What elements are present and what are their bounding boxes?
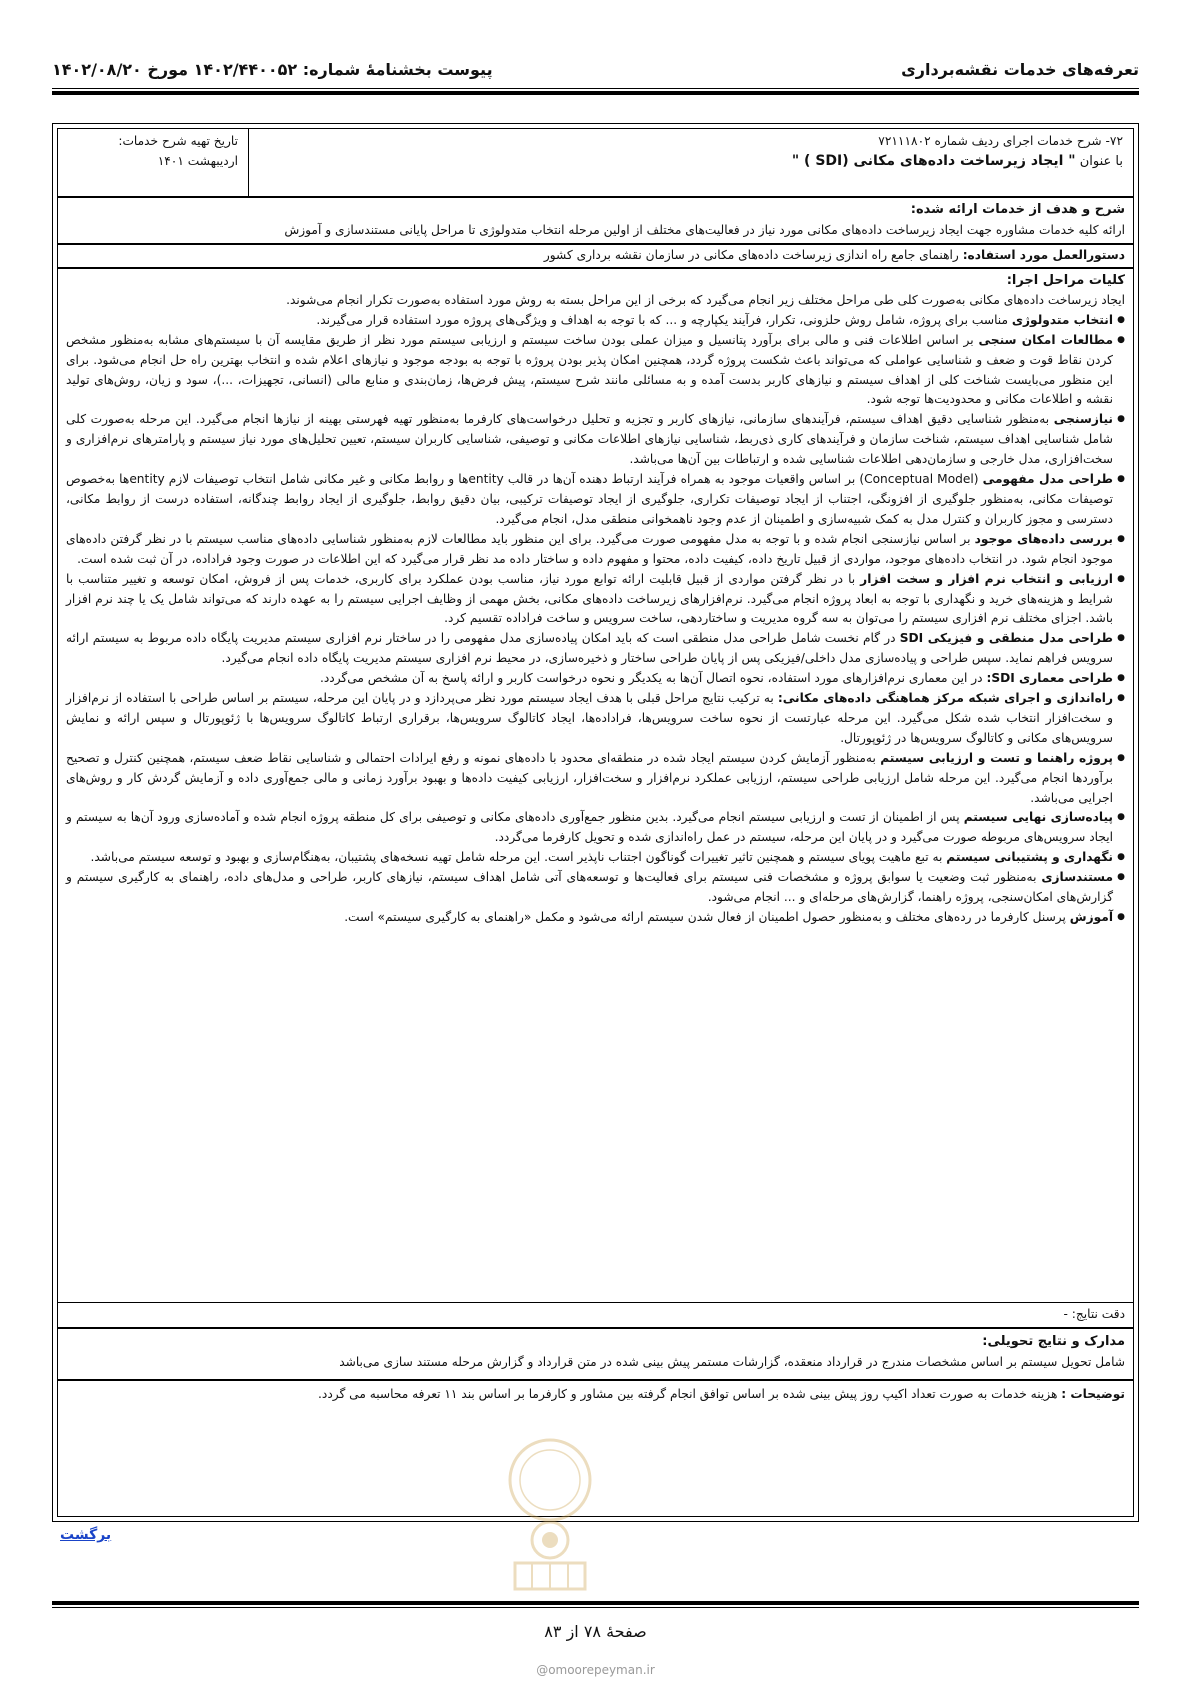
stage-item xyxy=(66,749,1125,809)
stage-item-title: طراحی مدل مفهومی xyxy=(982,472,1114,487)
date-value: اردیبهشت ۱۴۰۱ xyxy=(157,154,238,168)
stage-item-title: پیاده‌سازی نهایی سیستم xyxy=(963,810,1114,825)
stage-item-text: بر اساس نیازسنجی انجام شده و با توجه به مدل مفهومی صورت می‌گیرد. برای این منظور باید مطالعات لازم به‌منظور شناسایی داده‌های مناسب سیستم با در نظر گرفتن داده‌های موجود انجام شود. در انتخاب داده‌های موجود، مواردی از قبیل تاریخ داده، کیفیت داده، محتوا و مفهوم داده و ساختار داده مد نظر قرار می‌گیرد که این اطلاعات در صورت وجود فراداده، در آن ثبت شده است. xyxy=(66,531,1113,566)
header-rule-thin xyxy=(52,88,1139,89)
stage-item-text: به تبع ماهیت پویای سیستم و همچنین تاثیر تغییرات گوناگون اجتناب ناپذیر است. این مرحله شامل تهیه نسخه‌های پشتیبان، به‌هنگام‌سازی و بهبود و توسعه سیستم می‌باشد. xyxy=(90,850,947,865)
stage-item-title: آموزش xyxy=(1069,910,1113,924)
notes-section xyxy=(58,1384,1133,1404)
service-title-prefix: با عنوان xyxy=(1075,154,1123,169)
footer-rule-thin xyxy=(52,1607,1139,1608)
stage-item-title: مطالعات امکان سنجی xyxy=(978,332,1114,347)
rule-after-accuracy xyxy=(58,1327,1133,1329)
stage-item-text: مناسب برای پروژه، شامل روش حلزونی، تکرار، فرآیند یکپارچه و ... که با توجه به اهداف و ویژگی‌های پروژه مورد استفاده قرار می‌گیرند. xyxy=(316,312,1012,327)
stages-list xyxy=(66,311,1125,928)
stage-item xyxy=(66,908,1125,928)
deliverables-text: شامل تحویل سیستم بر اساس مشخصات مندرج در قرارداد منعقده، گزارشات مستمر پیش بینی شده در متن قرارداد و گزارش مرحله مستند سازی می‌باشد xyxy=(339,1355,1125,1369)
stages-section xyxy=(58,271,1133,928)
footer-rule-thick xyxy=(52,1601,1139,1605)
stage-item xyxy=(66,311,1125,331)
stage-item-title: نگهداری و پشتیبانی سیستم xyxy=(946,850,1113,865)
stage-item-title: طراحی مدل منطقی و فیزیکی SDI xyxy=(899,631,1113,646)
stage-item-text: (Conceptual Model) بر اساس واقعیات موجود به همراه فرآیند ارتباط دهنده آن‌ها در قالب entityها و روابط مکانی و غیر مکانی شامل انتخاب توصیفات لازم entityها به‌خصوص توصیفات مکانی، به‌منظور جلوگیری از افزونگی، اجتناب از ایجاد توصیفات تکراری، جلوگیری از ایجاد توصیفات ترکیبی، بیان دقیق روابط، جلوگیری از ایجاد روابط چندگانه، استفاده درست از روابط مکانی، دسترسی و مجوز کاربران و کنترل مدل به کمک شبیه‌سازی و اطمینان از عدم وجود ناهمخوانی منطقی مدل، انجام می‌گیرد. xyxy=(66,472,1113,526)
stage-item-text: بر اساس اطلاعات فنی و مالی برای برآورد پتانسیل و میزان عملی بودن ساخت سیستم و ارزیابی سیستم مورد نظر از طریق مقایسه آن با سیستم‌های مشابه به‌منظور مشخص کردن نقاط قوت و ضعف و شناسایی عواملی که می‌تواند باعث شکست پروژه گردد، همچنین امکان پذیر بودن پروژه با توجه به بودجه موجود و نیازهای اعلام شده و انتخاب بهترین راه حل انجام می‌شود. برای این منظور می‌بایست شناخت کلی از اهداف سیستم و نیازهای کاربر بدست آمده و به مسائلی مانند شرح سیستم، پیش فرض‌ها، زمان‌بندی و منابع مالی (انسانی، تجهیزات، ...)، سود و زیان، روش‌های تولید نقشه و اطلاعات مکانی و محدودیت‌ها توجه شود. xyxy=(66,332,1113,407)
stages-label: کلیات مراحل اجرا: xyxy=(1006,273,1125,288)
notes-text: هزینه خدمات به صورت تعداد اکیپ روز پیش بینی شده بر اساس توافق انجام گرفته بین مشاور و کارفرما بر اساس بند ۱۱ تعرفه محاسبه می گردد. xyxy=(318,1387,1062,1401)
back-link[interactable]: برگشت xyxy=(60,1527,112,1543)
goal-label: شرح و هدف از خدمات ارائه شده: xyxy=(910,202,1125,217)
rule-before-accuracy xyxy=(58,1302,1133,1303)
stage-item xyxy=(66,530,1125,570)
page-number: صفحهٔ ۷۸ از ۸۳ xyxy=(544,1622,647,1641)
stage-item-title: نیازسنجی xyxy=(1053,412,1113,427)
stage-item-text: به‌منظور آزمایش کردن سیستم ایجاد شده در منطقه‌ای محدود با داده‌های نمونه و رفع ایرادات احتمالی و شناسایی نقاط ضعف سیستم، همچنین کنترل و تصحیح برآوردها انجام می‌گیرد. این مرحله شامل ارزیابی طراحی سیستم، ارزیابی عملکرد نرم‌افزار و سخت‌افزار، ارزیابی کیفیت داده‌ها و بهبود برآورد زمانی و مالی جمع‌آوری داده و آزمایش گردش کار و روش‌های اجرایی می‌باشد. xyxy=(66,750,1113,805)
goal-text: ارائه کلیه خدمات مشاوره جهت ایجاد زیرساخت داده‌های مکانی مورد نیاز در فعالیت‌های مختلف از اولین مرحله انتخاب متدولوژی تا مراحل پایانی مستندسازی و آموزش xyxy=(284,223,1125,237)
watermark-seal-icon xyxy=(475,1435,625,1595)
service-title-line xyxy=(267,151,1123,172)
rule-after-deliverables xyxy=(58,1379,1133,1381)
stage-item-text: به ترکیب نتایج مراحل قبلی با هدف ایجاد سیستم مورد نظر می‌پردازد و در پایان این مرحله، سیستم بر اساس طراحی با استفاده از نرم‌افزار و سخت‌افزار انتخاب شده شکل می‌گیرد. این مرحله عبارتست از نحوه ساخت سرویس‌ها، فراداده‌ها، ایجاد کاتالوگ سرویس‌ها، برقراری ارتباط کاتالوگ سرویس‌ها با ژئوپورتال و سپس ارائه و نمایش سرویس‌های مکانی و کاتالوگ سرویس‌ها در ژئوپورتال. xyxy=(66,691,1113,745)
rule-after-title xyxy=(58,196,1133,198)
stage-item-title: ارزیابی و انتخاب نرم افزار و سخت افزار xyxy=(860,571,1113,586)
notes-label: توضیحات : xyxy=(1061,1387,1125,1401)
instruction-label: دستورالعمل مورد استفاده: xyxy=(962,248,1125,262)
stage-item-title: راه‌اندازی و اجرای شبکه مرکز هماهنگی داده‌های مکانی: xyxy=(777,691,1113,706)
stage-item-text: پس از اطمینان از تست و ارزیابی سیستم انجام می‌گیرد. بدین منظور جمع‌آوری داده‌های مکانی و توصیفی برای کل منطقه پروژه انجام شده و آماده‌سازی ورود آن‌ها به سیستم و ایجاد سرویس‌های مربوطه صورت می‌گیرد و در پایان این مرحله، سیستم در عمل راه‌اندازی شده و تحویل کارفرما می‌گردد. xyxy=(66,810,1113,845)
stage-item-text: به‌منظور ثبت وضعیت یا سوابق پروژه و مشخصات فنی سیستم برای فعالیت‌ها و توسعه‌های آتی شامل اهداف سیستم، نیازهای کاربر، طراحی و مدل‌های داده، راهنمای به کارگیری سیستم و گزارش‌های امکان‌سنجی، پروژه راهنما، گزارش‌های مرحله‌ای و ... انجام می‌شود. xyxy=(66,870,1113,905)
stage-item-text: با در نظر گرفتن مواردی از قبیل قابلیت ارائه توابع مورد نیاز، مناسب بودن عملکرد برای کاربری، خدمات پس از فروش، امکان توسعه و تغییر متناسب با شرایط و هزینه‌های خرید و نگهداری با توجه به ابعاد پروژه انجام می‌گیرد. نرم‌افزارهای زیرساخت داده‌های مکانی، بخش مهمی از وظایف اجرایی سیستم را به عهده دارند که می‌تواند شامل یک یا چند نرم افزار باشد. اجزای مختلف نرم افزاری سیستم را می‌توان به سه گروه مدیریت و ساختاردهی، ساخت سرویس و ساخت فراداده تقسیم کرد. xyxy=(66,571,1113,626)
title-divider xyxy=(248,129,249,196)
stage-item xyxy=(66,331,1125,411)
stages-intro: ایجاد زیرساخت داده‌های مکانی به‌صورت کلی طی مراحل مختلف زیر انجام می‌گیرد که برخی از این مراحل بسته به روش مورد استفاده به‌صورت تکرار انجام می‌شوند. xyxy=(286,292,1125,307)
stage-item-title: طراحی معماری SDI: xyxy=(986,671,1113,686)
accuracy-section xyxy=(58,1304,1133,1324)
source-site: @omoorepeyman.ir xyxy=(536,1663,655,1677)
stage-item-title: بررسی داده‌های موجود xyxy=(974,531,1113,546)
stage-item xyxy=(66,470,1125,530)
accuracy-text: دقت نتایج: - xyxy=(1063,1307,1125,1321)
stage-item xyxy=(66,689,1125,749)
stage-item xyxy=(66,808,1125,848)
stage-item-text: در گام نخست شامل طراحی مدل منطقی است که باید امکان پیاده‌سازی مدل مفهومی را در ساختار نرم افزاری سیستم مدیریت پایگاه داده مربوط به سیستم ارائه سرویس فراهم نماید. سپس طراحی و پیاده‌سازی مدل داخلی/فیزیکی پس از پایان طراحی ساختار و ذخیره‌سازی، در محیط نرم افزاری سیستم مدیریت پایگاه داده انجام می‌گیرد. xyxy=(66,631,1113,666)
deliverables-label: مدارک و نتایج تحویلی: xyxy=(982,1334,1125,1349)
stage-item-title: پروژه راهنما و تست و ارزیابی سیستم xyxy=(880,750,1114,765)
date-label: تاریخ تهیه شرح خدمات: xyxy=(118,134,238,148)
page-header xyxy=(52,56,1139,86)
stage-item xyxy=(66,410,1125,470)
stage-item xyxy=(66,629,1125,669)
service-title: " ایجاد زیرساخت داده‌های مکانی (SDI ) " xyxy=(791,153,1076,169)
service-sheet-inner xyxy=(57,128,1134,1517)
date-cell xyxy=(58,129,248,196)
service-title-cell xyxy=(257,129,1133,196)
goal-section xyxy=(58,200,1133,240)
stage-item xyxy=(66,848,1125,868)
header-rule-thick xyxy=(52,91,1139,95)
rule-after-instruction xyxy=(58,267,1133,269)
service-row-line: ۷۲- شرح خدمات اجرای ردیف شماره ۷۲۱۱۱۸۰۲ xyxy=(878,134,1123,148)
stage-item-title: مستندسازی xyxy=(1041,870,1113,885)
instruction-text: راهنمای جامع راه اندازی زیرساخت داده‌های مکانی در سازمان نقشه برداری کشور xyxy=(543,248,963,262)
service-sheet-frame xyxy=(52,123,1139,1522)
stage-item-text: پرسنل کارفرما در رده‌های مختلف و به‌منظور حصول اطمینان از فعال شدن سیستم ارائه می‌شود و مکمل «راهنمای به کارگیری سیستم» است. xyxy=(344,910,1070,924)
stage-item-text: به‌منظور شناسایی دقیق اهداف سیستم، فرآیندهای سازمانی، نیازهای کاربر و تجزیه و تحلیل درخواست‌های کارفرما به‌منظور تهیه فهرستی بهینه از نیازها انجام می‌گیرد. این مرحله به‌صورت کلی شامل شناسایی اهداف سیستم، شناخت سازمان و فرآیندهای کاری ذی‌ربط، شناسایی نیازهای اطلاعات مکانی و توصیفی، شناسایی کاربران سیستم، تعیین تحلیل‌های مورد نیاز سیستم و پارامترهای نرم‌افزاری و سخت‌افزاری، مدل خارجی و سازمان‌دهی اطلاعات شناسایی شده و ارتباطات بین آن‌ها می‌باشد. xyxy=(66,412,1113,467)
stage-item-text: در این معماری نرم‌افزارهای مورد استفاده، نحوه اتصال آن‌ها به یکدیگر و نحوه درخواست کاربر و ارائه پاسخ به آن مشخص می‌گردد. xyxy=(319,671,987,686)
stage-item-title: انتخاب متدولوژی xyxy=(1011,312,1113,327)
instruction-section xyxy=(58,245,1133,265)
header-circular-reference: پیوست بخشنامهٔ شماره: ۱۴۰۲/۴۴۰۰۵۲ مورخ ۱۴۰۲/۰۸/۲۰ xyxy=(52,60,493,79)
stage-item xyxy=(66,669,1125,689)
header-title: تعرفه‌های خدمات نقشه‌برداری xyxy=(901,60,1139,79)
stage-item xyxy=(66,868,1125,908)
deliverables-section xyxy=(58,1332,1133,1372)
stage-item xyxy=(66,570,1125,630)
